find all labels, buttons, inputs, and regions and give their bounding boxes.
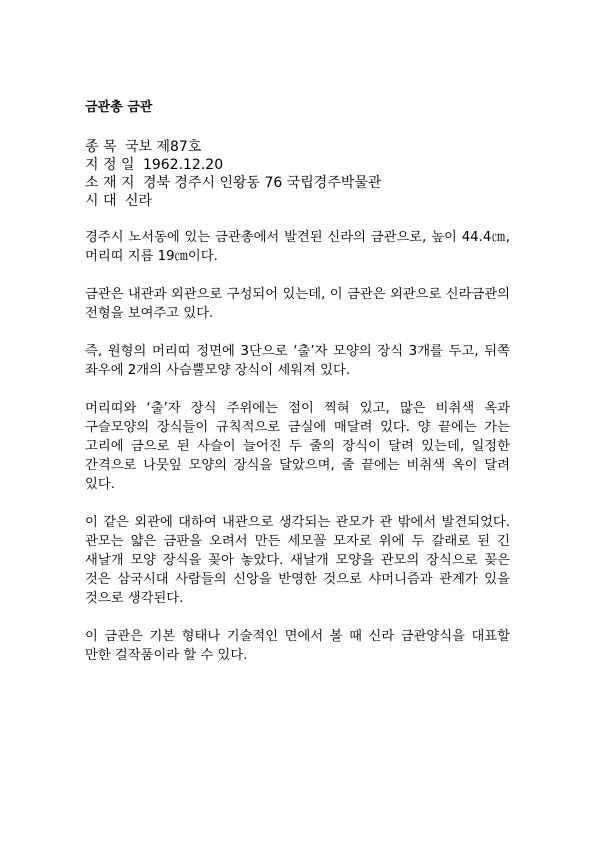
body-paragraph: 이 금관은 기본 형태나 기술적인 면에서 볼 때 신라 금관양식을 대표할 만한 걸작품이라 할 수 있다. — [85, 629, 510, 663]
meta-row-location — [85, 174, 510, 192]
document-title: 금관총 금관 — [85, 100, 153, 115]
meta-row-period — [85, 192, 510, 210]
body-paragraph: 경주시 노서동에 있는 금관총에서 발견된 신라의 금관으로, 높이 44.4㎝, 머리띠 지름 19㎝이다. — [85, 230, 510, 264]
meta-value: 경북 경주시 인왕동 76 국립경주박물관 — [142, 175, 382, 191]
body-paragraph: 금관은 내관과 외관으로 구성되어 있는데, 이 금관은 외관으로 신라금관의 전형을 보여주고 있다. — [85, 287, 510, 321]
meta-label: 소 재 지 — [85, 175, 135, 191]
meta-row-designation-date — [85, 156, 510, 174]
meta-label: 지 정 일 — [85, 157, 135, 173]
meta-value: 1962.12.20 — [142, 157, 224, 173]
meta-label: 종 목 — [85, 139, 117, 155]
body-paragraph: 머리띠와 ‘출’자 장식 주위에는 점이 찍혀 있고, 많은 비취색 옥과 구슬모양의 장식들이 규칙적으로 금실에 매달려 있다. 양 끝에는 가는 고리에 금으로 된 사슬이 늘어진 두 줄의 장식이 달려 있는데, 일정한 간격으로 나뭇잎 모양의 장식을 달았으며, 줄 끝에는 비취색 옥이 달려 있다. — [85, 401, 510, 492]
body-paragraph: 이 같은 외관에 대하여 내관으로 생각되는 관모가 관 밖에서 발견되었다. 관모는 얇은 금판을 오려서 만든 세모꼴 모자로 위에 두 갈래로 된 긴 새날개 모양 장식을 꽂아 놓았다. 새날개 모양을 관모의 장식으로 꽂은 것은 삼국시대 사람들의 신앙을 반영한 것으로 샤머니즘과 관계가 있을 것으로 생각된다. — [85, 515, 510, 606]
body-paragraph: 즉, 원형의 머리띠 정면에 3단으로 ‘출’자 모양의 장식 3개를 두고, 뒤쪽 좌우에 2개의 사슴뿔모양 장식이 세워져 있다. — [85, 344, 510, 378]
meta-row-category — [85, 138, 510, 156]
meta-label: 시 대 — [85, 193, 117, 209]
metadata-block — [85, 138, 510, 210]
meta-value: 신라 — [124, 193, 153, 209]
meta-value: 국보 제87호 — [124, 139, 202, 155]
document-page — [85, 100, 510, 684]
